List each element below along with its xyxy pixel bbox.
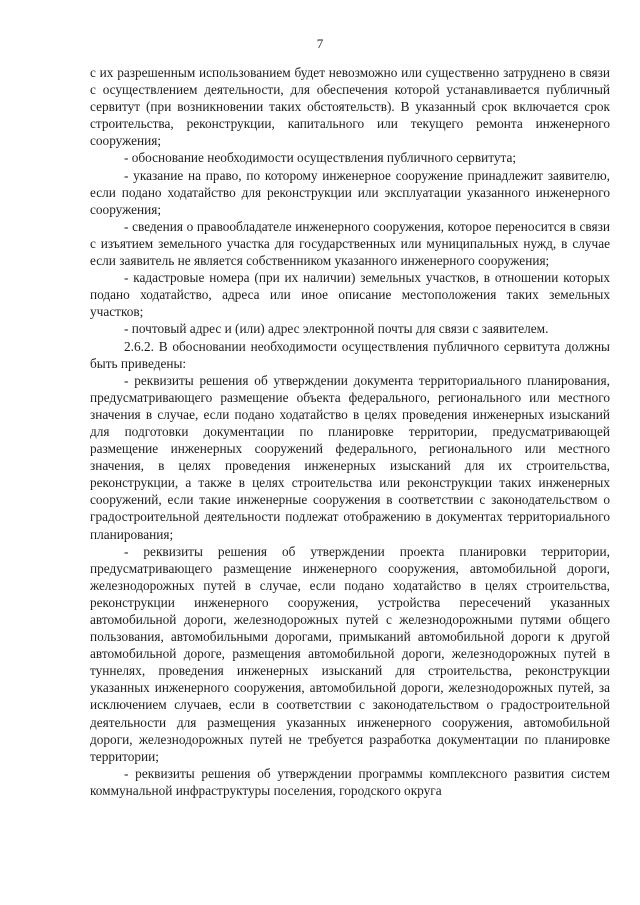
list-item: - сведения о правообладателе инженерного сооружения, которое переносится в связи с изъятием земельного участка для государственных или муниципальных нужд, в случае если заявитель не является собственником указанного инженерного сооружения; — [90, 218, 610, 269]
list-item: - кадастровые номера (при их наличии) земельных участков, в отношении которых подано ходатайство, адреса или иное описание местоположения таких земельных участков; — [90, 270, 610, 320]
list-item: - почтовый адрес и (или) адрес электронной почты для связи с заявителем. — [124, 321, 549, 337]
body-text — [90, 64, 610, 799]
page-number: 7 — [316, 36, 324, 51]
list-item: - указание на право, по которому инженерное сооружение принадлежит заявителю, если подано ходатайство для реконструкции или эксплуатации указанного инженерного сооружения; — [90, 167, 610, 217]
list-item: - реквизиты решения об утверждении программы комплексного развития систем коммунальной инфраструктуры поселения, городского округа — [90, 765, 610, 798]
section-paragraph-2-6-2: 2.6.2. В обосновании необходимости осуществления публичного сервитута должны быть приведены: — [90, 338, 610, 371]
list-item: - реквизиты решения об утверждении документа территориального планирования, предусматривающего размещение объекта федерального, регионального или местного значения в случае, если подано ходатайство в целях проведения инженерных изысканий для подготовки документации по планировке территории, предусматривающей размещение инженерных сооружений федерального, регионального или местного значения, в целях проведения инженерных изысканий для их строительства, реконструкции, а также в целях строительства или реконструкции таких инженерных сооружений, если такие инженерные сооружения в соответствии с законодательством о градостроительной деятельности подлежат отображению в документах территориального планирования; — [90, 372, 610, 542]
list-item: - реквизиты решения об утверждении проекта планировки территории, предусматривающего размещение инженерного сооружения, автомобильной дороги, железнодорожных путей в случае, если подано ходатайство в целях строительства, реконструкции инженерного сооружения, устройства пересечений указанных автомобильной дороги, железнодорожных путей с железнодорожными путями общего пользования, автомобильными дорогами, примыканий автомобильной дороги к другой автомобильной дороге, размещения автомобильной дороги, железнодорожных путей в туннелях, проведения инженерных изысканий для строительства, реконструкции указанных инженерного сооружения, автомобильной дороги, железнодорожных путей, за исключением случаев, если в соответствии с законодательством о градостроительной деятельности для размещения указанных инженерного сооружения, автомобильной дороги, железнодорожных путей не требуется разработка документации по планировке территории; — [90, 543, 610, 764]
list-item: - обоснование необходимости осуществления публичного сервитута; — [124, 150, 517, 166]
paragraph-continuation: с их разрешенным использованием будет невозможно или существенно затруднено в связи с осуществлением деятельности, для обеспечения которой устанавливается публичный сервитут (при возникновении таких обстоятельств). В указанный срок включается срок строительства, реконструкции, капитального или текущего ремонта инженерного сооружения; — [90, 65, 610, 149]
